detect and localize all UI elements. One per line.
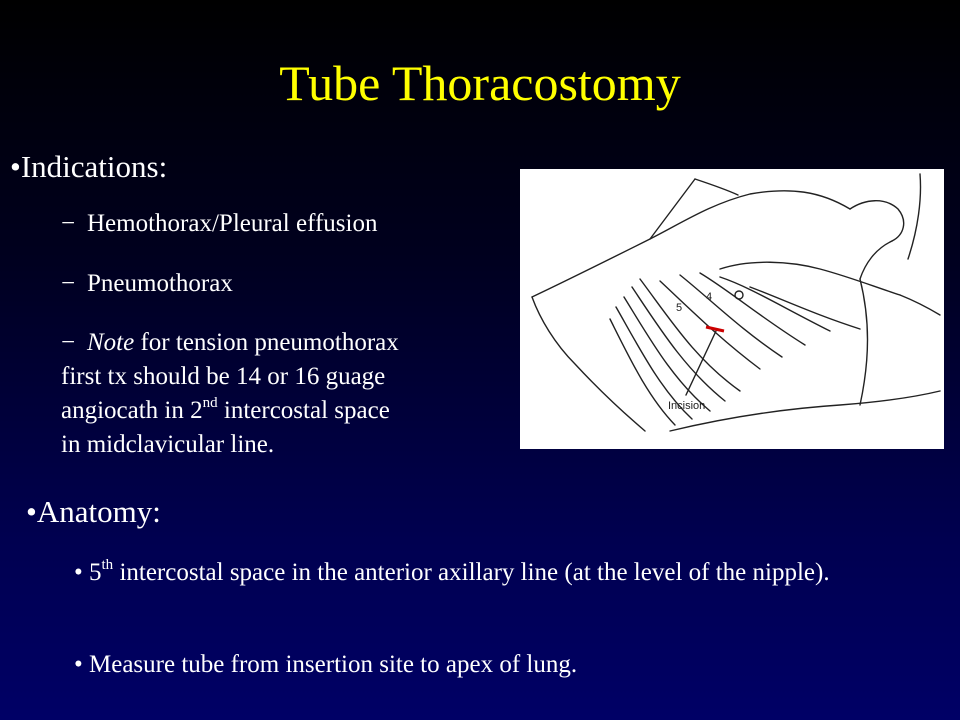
bullet1-post: intercostal space in the anterior axillary line (at the level of the nipple). bbox=[113, 559, 830, 586]
chest-line bbox=[900, 295, 940, 315]
note-line-3-sup: nd bbox=[202, 394, 218, 411]
dash-marker: − bbox=[61, 329, 76, 356]
bullet-marker: • bbox=[74, 651, 83, 678]
chest-diagram bbox=[520, 169, 944, 449]
note-line-3 bbox=[61, 394, 399, 428]
indication-item bbox=[61, 207, 377, 241]
bullet1-sup: th bbox=[101, 556, 114, 573]
rib-line bbox=[624, 297, 710, 411]
arm-line bbox=[650, 179, 695, 239]
rib-line bbox=[700, 273, 805, 345]
arm-line bbox=[695, 179, 738, 195]
rib-label-5: 5 bbox=[676, 302, 683, 314]
dash-marker: − bbox=[61, 210, 76, 237]
incision-mark bbox=[706, 327, 724, 331]
indication-note bbox=[61, 326, 399, 462]
head-outline bbox=[908, 174, 921, 259]
neck-line bbox=[860, 241, 892, 279]
slide-title: Tube Thoracostomy bbox=[279, 55, 681, 111]
torso-lower-outline bbox=[532, 297, 645, 431]
anatomy-heading: •Anatomy: bbox=[26, 494, 161, 529]
anatomy-bullet bbox=[74, 556, 934, 590]
chest-line bbox=[720, 262, 900, 295]
bullet1-pre: 5 bbox=[82, 559, 102, 586]
note-line-1-rest: for tension pneumothorax bbox=[134, 329, 399, 356]
head-outline bbox=[850, 201, 904, 241]
anatomy-bullet bbox=[74, 648, 934, 682]
bullet2-text: Measure tube from insertion site to apex of lung. bbox=[82, 651, 578, 678]
incision-label: Incision bbox=[668, 400, 706, 412]
note-line-2: first tx should be 14 or 16 guage bbox=[61, 363, 386, 390]
note-line-3-post: intercostal space bbox=[217, 397, 390, 424]
note-line-3-pre: angiocath in 2 bbox=[61, 397, 203, 424]
dash-marker: − bbox=[61, 270, 76, 297]
indication-item bbox=[61, 267, 233, 301]
chest-illustration bbox=[520, 169, 944, 449]
rib-label-4: 4 bbox=[706, 291, 713, 303]
indication-text: Hemothorax/Pleural effusion bbox=[87, 210, 378, 237]
indications-heading: •Indications: bbox=[10, 149, 168, 184]
rib-line bbox=[750, 287, 860, 329]
note-emphasis: Note bbox=[87, 329, 135, 356]
bullet-marker: • bbox=[74, 559, 83, 586]
note-line-4: in midclavicular line. bbox=[61, 431, 275, 458]
incision-leader bbox=[686, 331, 716, 395]
note-line-1 bbox=[61, 326, 399, 360]
indication-text: Pneumothorax bbox=[87, 270, 233, 297]
rib-line bbox=[680, 275, 782, 357]
midline bbox=[860, 279, 868, 405]
torso-outline bbox=[532, 191, 850, 297]
